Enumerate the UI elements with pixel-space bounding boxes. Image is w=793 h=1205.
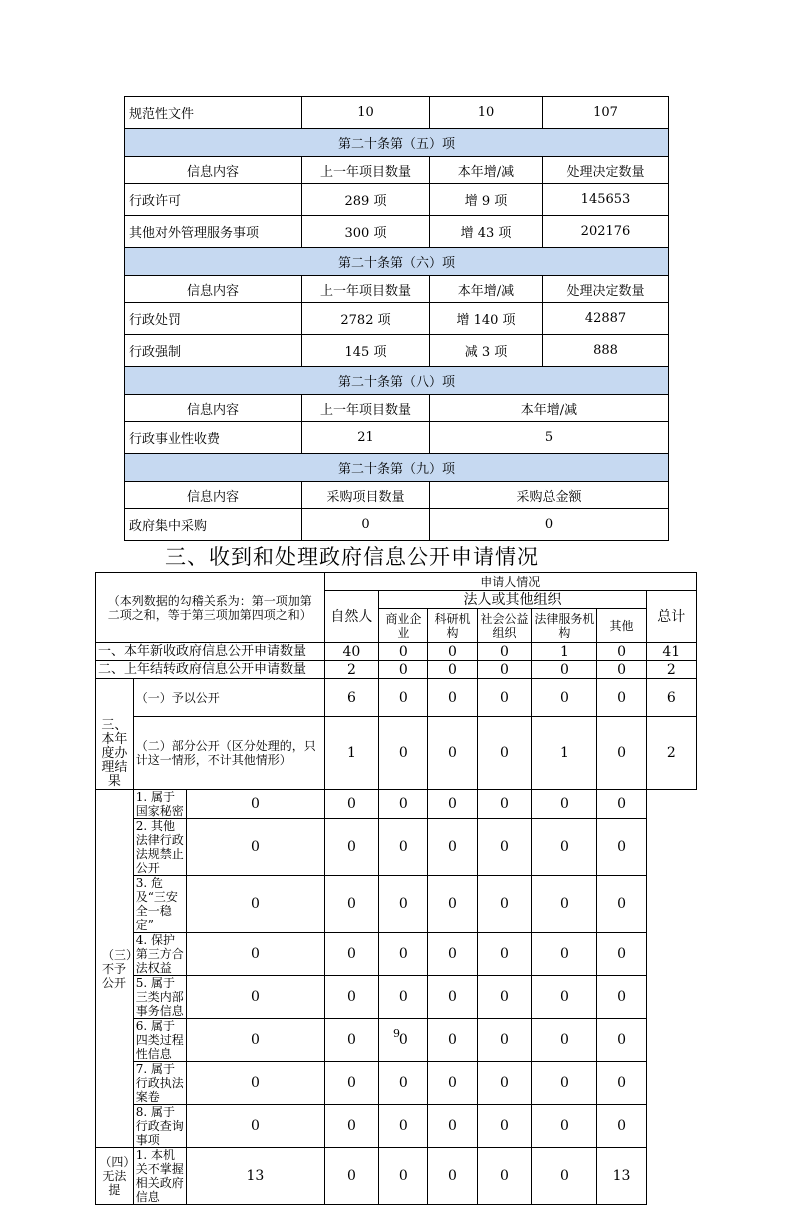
section-header-row [125, 367, 669, 395]
row-label: 1. 属于国家秘密 [133, 790, 187, 819]
cell: 0 [324, 976, 379, 1019]
table-row [96, 1105, 697, 1148]
cell: 0 [187, 876, 324, 933]
row-label: 其他对外管理服务事项 [125, 216, 302, 248]
cell: 13 [597, 1148, 646, 1205]
row-label: 4. 保护第三方合法权益 [133, 933, 187, 976]
cell: 0 [532, 976, 597, 1019]
cell: 0 [324, 876, 379, 933]
column-header: 本年增/减 [430, 395, 669, 422]
legal-col-header: 法律服务机构 [532, 609, 597, 643]
cell: 888 [543, 335, 669, 367]
cell: 289 项 [302, 184, 430, 216]
row-label: 2. 其他法律行政法规禁止公开 [133, 819, 187, 876]
cell: 0 [532, 1105, 597, 1148]
cell: 0 [379, 679, 428, 717]
cell: 0 [428, 1105, 477, 1148]
cell: 41 [646, 643, 696, 661]
cell: 0 [428, 661, 477, 679]
cell: 0 [477, 1105, 532, 1148]
row-label: 5. 属于三类内部事务信息 [133, 976, 187, 1019]
cell: 0 [597, 679, 646, 717]
column-header-row [125, 276, 669, 303]
cell: 0 [379, 1062, 428, 1105]
cell: 0 [324, 933, 379, 976]
table-row [125, 335, 669, 367]
section-title: 第二十条第（八）项 [125, 367, 669, 395]
cell: 42887 [543, 303, 669, 335]
cell: 145 项 [302, 335, 430, 367]
legal-col-header: 商业企业 [379, 609, 428, 643]
table-row [125, 184, 669, 216]
cell: 0 [428, 819, 477, 876]
row-label: 7. 属于行政执法案卷 [133, 1062, 187, 1105]
cell: 0 [379, 1148, 428, 1205]
row-label: 8. 属于行政查询事项 [133, 1105, 187, 1148]
cell: 增 43 项 [430, 216, 543, 248]
cell: 10 [302, 97, 430, 129]
cell: 10 [430, 97, 543, 129]
cell: 1 [324, 717, 379, 790]
cannot-group-label: （四）无法提 [96, 1148, 134, 1205]
column-header: 信息内容 [125, 482, 302, 509]
cell: 0 [379, 661, 428, 679]
cell: 0 [428, 717, 477, 790]
cell: 0 [532, 1148, 597, 1205]
cell: 0 [379, 1019, 428, 1062]
section-header-row [125, 129, 669, 157]
cell: 0 [428, 933, 477, 976]
legal-group-header: 法人或其他组织 [379, 591, 646, 609]
section-title: 第二十条第（六）项 [125, 248, 669, 276]
applicant-header: 申请人情况 [324, 573, 697, 591]
column-header: 采购项目数量 [302, 482, 430, 509]
cell: 0 [428, 1148, 477, 1205]
cell: 0 [477, 1148, 532, 1205]
cell: 0 [477, 679, 532, 717]
cell: 202176 [543, 216, 669, 248]
column-header: 上一年项目数量 [302, 395, 430, 422]
cell: 0 [477, 933, 532, 976]
cell: 0 [597, 933, 646, 976]
table-row [96, 1019, 697, 1062]
cell: 0 [532, 679, 597, 717]
result-group-label: 三、本年度办理结果 [96, 679, 134, 790]
section-title: 第二十条第（九）项 [125, 454, 669, 482]
table-row [96, 819, 697, 876]
table-row [125, 509, 669, 541]
cell: 0 [379, 717, 428, 790]
cell: 0 [477, 790, 532, 819]
table-row [96, 1148, 697, 1205]
section-header-row [125, 248, 669, 276]
application-stats-table [95, 572, 697, 1205]
cell: 0 [477, 1062, 532, 1105]
cell: 0 [187, 1105, 324, 1148]
cell: 0 [324, 819, 379, 876]
row-label: 6. 属于四类过程性信息 [133, 1019, 187, 1062]
cell: 0 [597, 717, 646, 790]
cell: 0 [477, 819, 532, 876]
cell: 2 [324, 661, 379, 679]
cell: 1 [532, 717, 597, 790]
column-header: 处理决定数量 [543, 276, 669, 303]
cell: 5 [430, 422, 669, 454]
cell: 6 [646, 679, 696, 717]
cell: 0 [532, 661, 597, 679]
cell: 0 [430, 509, 669, 541]
table-row [125, 97, 669, 129]
table-row [96, 661, 697, 679]
cell: 21 [302, 422, 430, 454]
row-label: 3. 危及“三安全一稳定” [133, 876, 187, 933]
legal-col-header: 科研机构 [428, 609, 477, 643]
cell: 0 [324, 1019, 379, 1062]
table-row [125, 422, 669, 454]
section-title: 三、收到和处理政府信息公开申请情况 [165, 545, 539, 569]
column-header: 本年增/减 [430, 276, 543, 303]
column-header: 信息内容 [125, 276, 302, 303]
cell: 0 [379, 876, 428, 933]
cell: 0 [597, 790, 646, 819]
table-row [96, 876, 697, 933]
cell: 0 [187, 1062, 324, 1105]
cell: 0 [597, 643, 646, 661]
cell: 2782 项 [302, 303, 430, 335]
cell: 0 [597, 976, 646, 1019]
table-row [96, 1062, 697, 1105]
cell: 0 [324, 1105, 379, 1148]
cell: 0 [532, 790, 597, 819]
cell: 0 [379, 790, 428, 819]
cell: 1 [532, 643, 597, 661]
row-label: 一、本年新收政府信息公开申请数量 [96, 643, 325, 661]
cell: 0 [532, 933, 597, 976]
legal-col-header: 社会公益组织 [477, 609, 532, 643]
cell: 2 [646, 661, 696, 679]
cell: 0 [324, 1148, 379, 1205]
cell: 0 [379, 1105, 428, 1148]
disclosure-items-table [124, 96, 669, 541]
cell: 0 [532, 1062, 597, 1105]
cell: 0 [428, 643, 477, 661]
cell: 0 [379, 819, 428, 876]
cell: 0 [428, 876, 477, 933]
row-label: 政府集中采购 [125, 509, 302, 541]
cell: 0 [428, 976, 477, 1019]
cell: 0 [187, 933, 324, 976]
cell: 0 [187, 976, 324, 1019]
cell: 减 3 项 [430, 335, 543, 367]
cell: 0 [532, 876, 597, 933]
column-header: 上一年项目数量 [302, 276, 430, 303]
cell: 40 [324, 643, 379, 661]
column-header-row [125, 157, 669, 184]
cell: 0 [597, 1062, 646, 1105]
row-label: 行政事业性收费 [125, 422, 302, 454]
column-header: 处理决定数量 [543, 157, 669, 184]
cell: 0 [187, 819, 324, 876]
table-row [125, 216, 669, 248]
column-header-row [125, 482, 669, 509]
cell: 0 [428, 1062, 477, 1105]
cell: 0 [597, 1105, 646, 1148]
row-label: 行政处罚 [125, 303, 302, 335]
cell: 0 [532, 819, 597, 876]
cell: 0 [187, 1019, 324, 1062]
table-row [96, 933, 697, 976]
table-row [96, 790, 697, 819]
column-header: 上一年项目数量 [302, 157, 430, 184]
cell: 0 [428, 1019, 477, 1062]
cell: 0 [379, 976, 428, 1019]
cell: 6 [324, 679, 379, 717]
cell: 0 [597, 876, 646, 933]
cell: 13 [187, 1148, 324, 1205]
cell: 0 [477, 717, 532, 790]
table-row [96, 643, 697, 661]
cell: 0 [379, 933, 428, 976]
row-label: （二）部分公开（区分处理的，只计这一情形，不计其他情形） [133, 717, 324, 790]
row-label: 1. 本机关不掌握相关政府信息 [133, 1148, 187, 1205]
cell: 增 140 项 [430, 303, 543, 335]
section-title: 第二十条第（五）项 [125, 129, 669, 157]
cell: 0 [302, 509, 430, 541]
row-label: （一）予以公开 [133, 679, 324, 717]
cell: 0 [477, 661, 532, 679]
cell: 0 [477, 643, 532, 661]
cell: 300 项 [302, 216, 430, 248]
corner-note: （本列数据的勾稽关系为：第一项加第二项之和，等于第三项加第四项之和） [96, 573, 325, 643]
natural-person-header: 自然人 [324, 591, 379, 643]
row-label: 行政许可 [125, 184, 302, 216]
cell: 145653 [543, 184, 669, 216]
column-header: 本年增/减 [430, 157, 543, 184]
table-row [96, 717, 697, 790]
cell: 107 [543, 97, 669, 129]
page-number: 9 [393, 1027, 400, 1040]
row-label: 行政强制 [125, 335, 302, 367]
column-header-row [125, 395, 669, 422]
cell: 0 [379, 643, 428, 661]
column-header: 信息内容 [125, 157, 302, 184]
not-open-group-label: （三）不予公开 [96, 790, 134, 1148]
cell: 0 [324, 790, 379, 819]
cell: 2 [646, 717, 696, 790]
cell: 0 [187, 790, 324, 819]
cell: 0 [532, 1019, 597, 1062]
cell: 0 [597, 661, 646, 679]
cell: 0 [428, 679, 477, 717]
column-header: 采购总金额 [430, 482, 669, 509]
table-row [96, 679, 697, 717]
section-header-row [125, 454, 669, 482]
cell: 0 [477, 976, 532, 1019]
cell: 0 [597, 1019, 646, 1062]
cell: 0 [597, 819, 646, 876]
table-row [125, 303, 669, 335]
table-row [96, 976, 697, 1019]
total-header: 总计 [646, 591, 696, 643]
row-label: 规范性文件 [125, 97, 302, 129]
cell: 0 [324, 1062, 379, 1105]
column-header: 信息内容 [125, 395, 302, 422]
row-label: 二、上年结转政府信息公开申请数量 [96, 661, 325, 679]
cell: 0 [428, 790, 477, 819]
cell: 0 [477, 876, 532, 933]
cell: 0 [477, 1019, 532, 1062]
cell: 增 9 项 [430, 184, 543, 216]
legal-col-header: 其他 [597, 609, 646, 643]
